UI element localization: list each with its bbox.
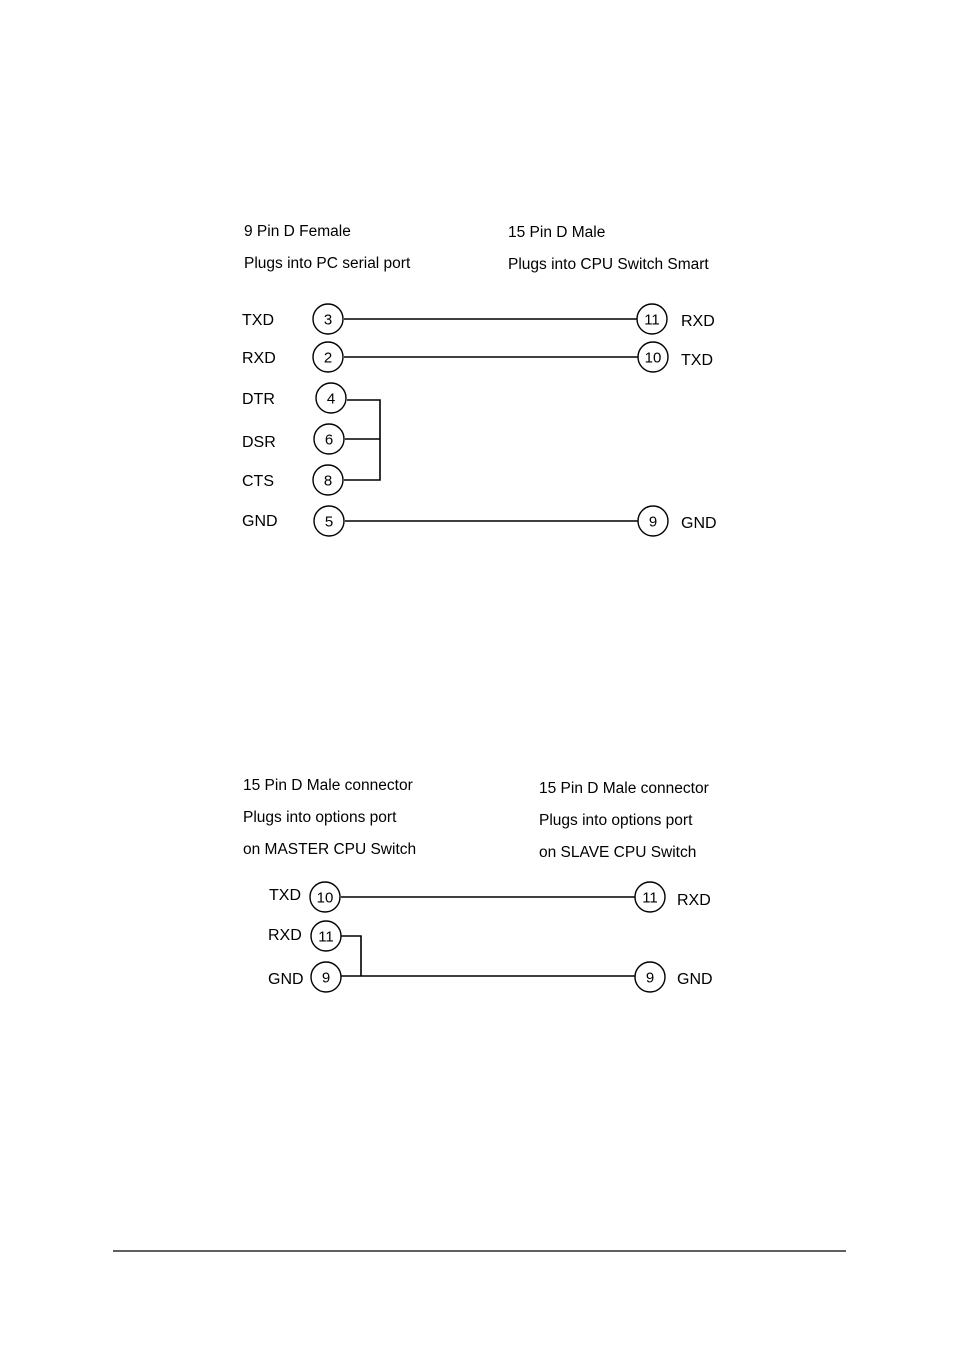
svg-text:11: 11 [642,889,658,907]
d1-left-label-txd: TXD [242,312,274,329]
d1-right-header-line-2: Plugs into CPU Switch Smart [508,256,709,273]
d1-left-label-dsr: DSR [242,434,276,451]
diagram-2 [243,777,713,992]
d1-left-pin-4 [316,383,346,413]
d2-left-label-txd: TXD [269,887,301,904]
d1-left-label-gnd: GND [242,513,278,530]
d2-left-pin-10 [310,882,340,912]
d2-left-header-line-1: 15 Pin D Male connector [243,777,413,794]
d1-left-label-cts: CTS [242,473,274,490]
d1-right-label-txd: TXD [681,352,713,369]
svg-text:11: 11 [318,928,334,946]
d1-loopback-dtr-dsr-cts [344,400,380,480]
svg-text:9: 9 [648,513,658,531]
svg-text:4: 4 [326,390,336,408]
d2-right-pin-11 [635,882,665,912]
d2-right-header-line-2: Plugs into options port [539,812,693,829]
d2-right-label-gnd: GND [677,971,713,988]
d1-left-label-dtr: DTR [242,391,275,408]
diagram-1 [242,223,717,536]
d1-left-pin-2 [313,342,343,372]
svg-text:9: 9 [645,969,655,987]
d1-left-pin-5 [314,506,344,536]
d1-left-pin-6 [314,424,344,454]
d1-right-label-gnd: GND [681,515,717,532]
d1-right-pin-9 [638,506,668,536]
d1-left-label-rxd: RXD [242,350,276,367]
d2-right-header-line-1: 15 Pin D Male connector [539,780,709,797]
d2-left-label-rxd: RXD [268,927,302,944]
svg-text:5: 5 [324,513,334,531]
svg-text:2: 2 [323,349,333,367]
d2-right-pin-9 [635,962,665,992]
d2-left-label-gnd: GND [268,971,304,988]
svg-text:3: 3 [323,311,333,329]
svg-text:9: 9 [321,969,331,987]
svg-text:6: 6 [324,431,334,449]
svg-text:10: 10 [644,349,662,367]
d1-right-header-line-1: 15 Pin D Male [508,224,606,241]
d2-link-rxd-gnd [341,936,361,976]
d1-left-pin-8 [313,465,343,495]
svg-text:11: 11 [644,311,660,329]
d1-right-pin-10 [638,342,668,372]
d2-left-header-line-2: Plugs into options port [243,809,397,826]
d1-left-pin-3 [313,304,343,334]
d2-left-pin-9 [311,962,341,992]
d2-left-header-line-3: on MASTER CPU Switch [243,841,417,858]
d1-right-label-rxd: RXD [681,313,715,330]
d1-left-header-line-1: 9 Pin D Female [244,223,351,240]
d2-right-label-rxd: RXD [677,892,711,909]
d1-right-pin-11 [637,304,667,334]
svg-text:8: 8 [323,472,333,490]
d2-right-header-line-3: on SLAVE CPU Switch [539,844,697,861]
d1-left-header-line-2: Plugs into PC serial port [244,255,411,272]
svg-text:10: 10 [316,889,334,907]
d2-left-pin-11 [311,921,341,951]
